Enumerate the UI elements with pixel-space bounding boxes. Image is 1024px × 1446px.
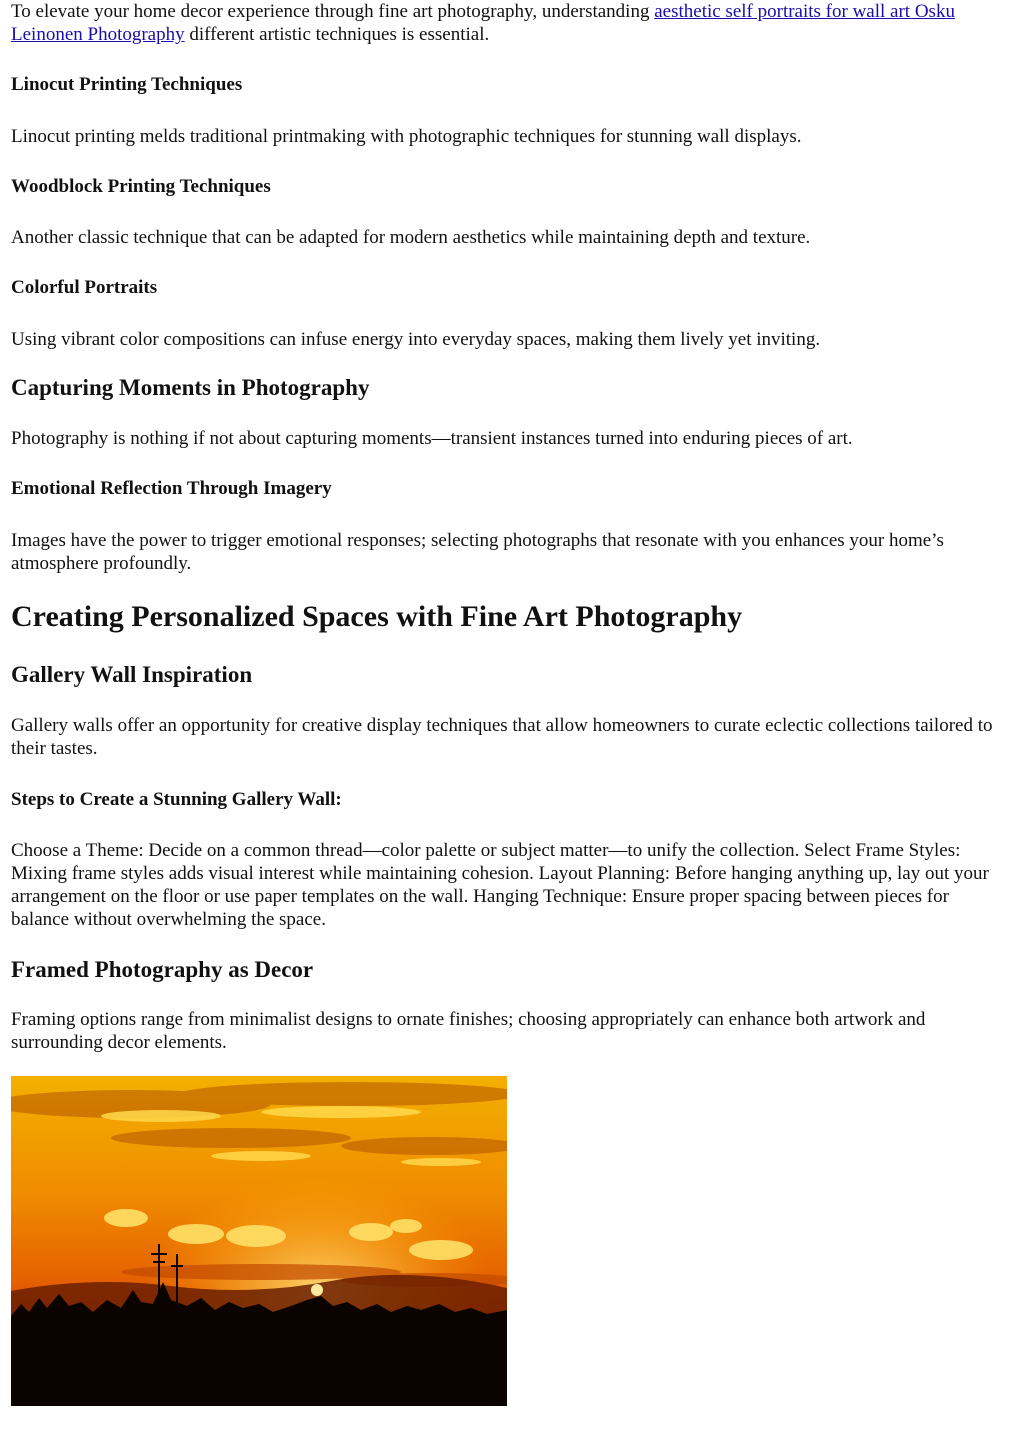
portraits-link[interactable]: aesthetic self portraits for wall art Osku Leinonen Photography: [11, 1, 955, 45]
woodblock-paragraph: Another classic technique that can be adapted for modern aesthetics while maintaining depth and texture.: [11, 227, 811, 248]
capturing-paragraph: Photography is nothing if not about capturing moments—transient instances turned into enduring pieces of art.: [11, 428, 853, 449]
framed-heading: Framed Photography as Decor: [11, 957, 314, 982]
intro-text-after: different artistic techniques is essential.: [184, 24, 490, 45]
framed-paragraph: Framing options range from minimalist designs to ornate finishes; choosing appropriately can enhance both artwork and surrounding decor elements.: [11, 1009, 926, 1053]
linocut-heading: Linocut Printing Techniques: [11, 74, 243, 95]
colorful-paragraph: Using vibrant color compositions can infuse energy into everyday spaces, making them lively yet inviting.: [11, 329, 821, 350]
intro-paragraph: [11, 0, 1011, 46]
woodblock-heading: Woodblock Printing Techniques: [11, 176, 271, 197]
gallery-heading: Gallery Wall Inspiration: [11, 662, 253, 687]
creating-heading: Creating Personalized Spaces with Fine Art Photography: [11, 600, 743, 633]
emotional-heading: Emotional Reflection Through Imagery: [11, 478, 332, 499]
steps-paragraph: Choose a Theme: Decide on a common thread—color palette or subject matter—to unify the collection. Select Frame Styles: Mixing frame styles adds visual interest while maintaining cohesion. Layout Planning: Before hanging anything up, lay out your arrangement on the floor or use paper templates on the wall. Hanging Technique: Ensure proper spacing between pieces for balance without overwhelming the space.: [11, 840, 989, 930]
steps-heading: Steps to Create a Stunning Gallery Wall:: [11, 789, 342, 810]
capturing-heading: Capturing Moments in Photography: [11, 375, 370, 400]
gallery-paragraph: Gallery walls offer an opportunity for creative display techniques that allow homeowners to curate eclectic collections tailored to their tastes.: [11, 715, 993, 759]
colorful-heading: Colorful Portraits: [11, 277, 158, 298]
linocut-paragraph: Linocut printing melds traditional printmaking with photographic techniques for stunning wall displays.: [11, 126, 802, 147]
sunset-photo: [11, 1076, 507, 1406]
emotional-paragraph: Images have the power to trigger emotional responses; selecting photographs that resonate with you enhances your home’s atmosphere profoundly.: [11, 530, 944, 574]
sunset-illustration: [11, 1076, 507, 1406]
intro-text-before: To elevate your home decor experience through fine art photography, understanding: [11, 1, 655, 22]
